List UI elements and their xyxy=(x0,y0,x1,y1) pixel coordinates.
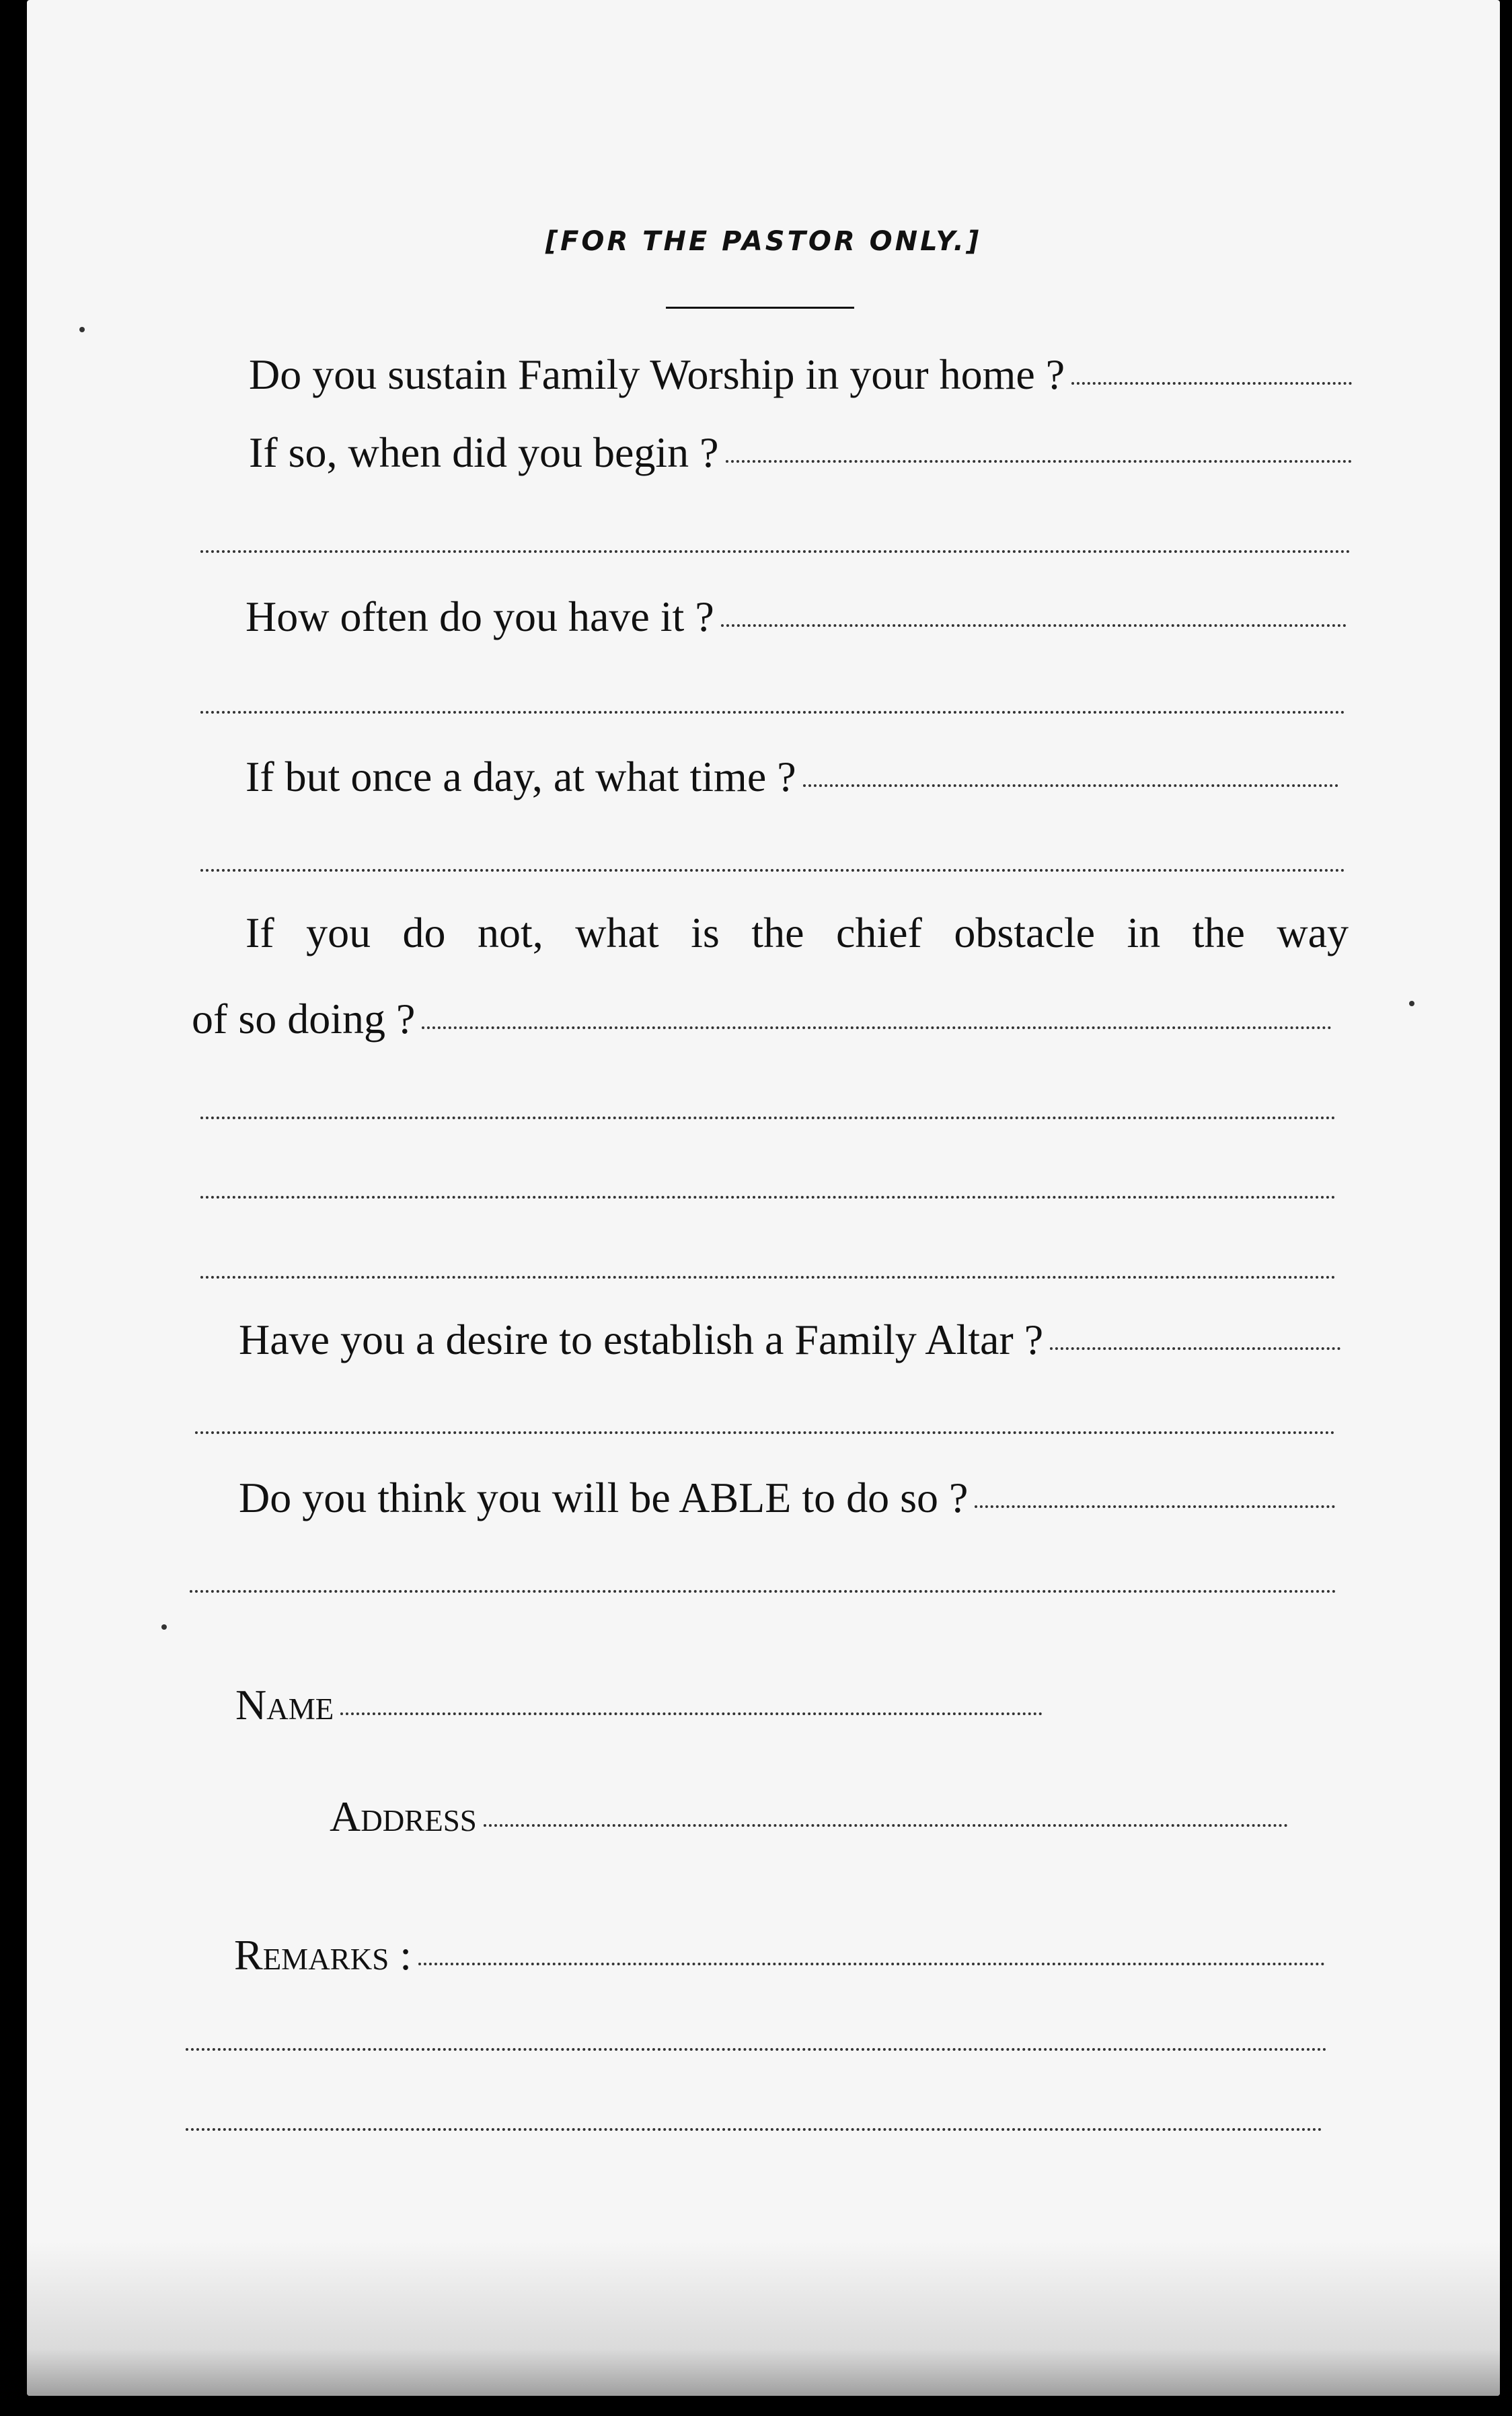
remarks-blank-line-1[interactable] xyxy=(186,2048,1327,2051)
question-how-often xyxy=(245,592,1347,642)
answer-chief-obstacle-blank-line-1[interactable] xyxy=(200,1117,1336,1119)
question-when-begin xyxy=(249,428,1352,478)
address-label: Address xyxy=(330,1792,477,1840)
question-family-altar xyxy=(239,1315,1340,1365)
remarks-blank-line-2[interactable] xyxy=(186,2128,1322,2131)
name-label: Name xyxy=(235,1681,334,1729)
answer-chief-obstacle-blank-line-2[interactable] xyxy=(200,1196,1336,1199)
answer-what-time-field[interactable] xyxy=(803,784,1338,787)
paper-speck xyxy=(161,1624,167,1630)
address-field-row xyxy=(330,1792,1288,1842)
answer-how-often-blank-line[interactable] xyxy=(200,711,1345,714)
question-what-time-label: If but once a day, at what time ? xyxy=(245,753,796,800)
answer-family-altar-blank-line[interactable] xyxy=(195,1431,1335,1434)
paper-speck xyxy=(79,327,85,332)
answer-able-to-do-blank-line[interactable] xyxy=(190,1590,1336,1593)
question-able-to-do-text: Do you think you will be ABLE to do so ? xyxy=(239,1474,969,1521)
question-what-time xyxy=(245,752,1338,802)
answer-family-worship-field[interactable] xyxy=(1071,382,1352,385)
remarks-label: Remarks : xyxy=(234,1931,412,1979)
answer-able-to-do-field[interactable] xyxy=(975,1505,1335,1508)
question-able-to-do xyxy=(239,1473,1335,1523)
answer-what-time-blank-line[interactable] xyxy=(200,869,1345,872)
answer-how-often-field[interactable] xyxy=(721,624,1347,627)
question-chief-obstacle-line2 xyxy=(192,994,1332,1044)
question-chief-obstacle-label: of so doing ? xyxy=(192,995,416,1043)
answer-chief-obstacle-blank-line-3[interactable] xyxy=(200,1276,1336,1279)
paper-edge-shadow xyxy=(27,2241,1500,2396)
form-page xyxy=(27,0,1500,2396)
answer-when-begin-field[interactable] xyxy=(726,460,1352,463)
form-header: [FOR THE PASTOR ONLY.] xyxy=(545,226,982,257)
address-input[interactable] xyxy=(484,1824,1288,1827)
question-chief-obstacle-line1: If you do not, what is the chief obstacle in the way xyxy=(245,909,1349,956)
question-how-often-label: How often do you have it ? xyxy=(245,593,714,640)
question-able-to-do-label xyxy=(239,1473,968,1523)
remarks-input[interactable] xyxy=(418,1963,1325,1965)
answer-when-begin-blank-line[interactable] xyxy=(200,550,1351,553)
name-input[interactable] xyxy=(340,1712,1043,1715)
paper-speck xyxy=(1409,1001,1414,1006)
question-family-worship xyxy=(249,350,1352,400)
remarks-field-row xyxy=(234,1930,1325,1980)
header-rule xyxy=(666,307,854,309)
name-field-row xyxy=(235,1680,1043,1730)
answer-family-altar-field[interactable] xyxy=(1050,1347,1340,1350)
question-when-begin-label: If so, when did you begin ? xyxy=(249,428,719,476)
question-family-worship-label: Do you sustain Family Worship in your home ? xyxy=(249,350,1065,398)
question-family-altar-label: Have you a desire to establish a Family Altar ? xyxy=(239,1316,1044,1363)
answer-chief-obstacle-field[interactable] xyxy=(422,1026,1332,1029)
